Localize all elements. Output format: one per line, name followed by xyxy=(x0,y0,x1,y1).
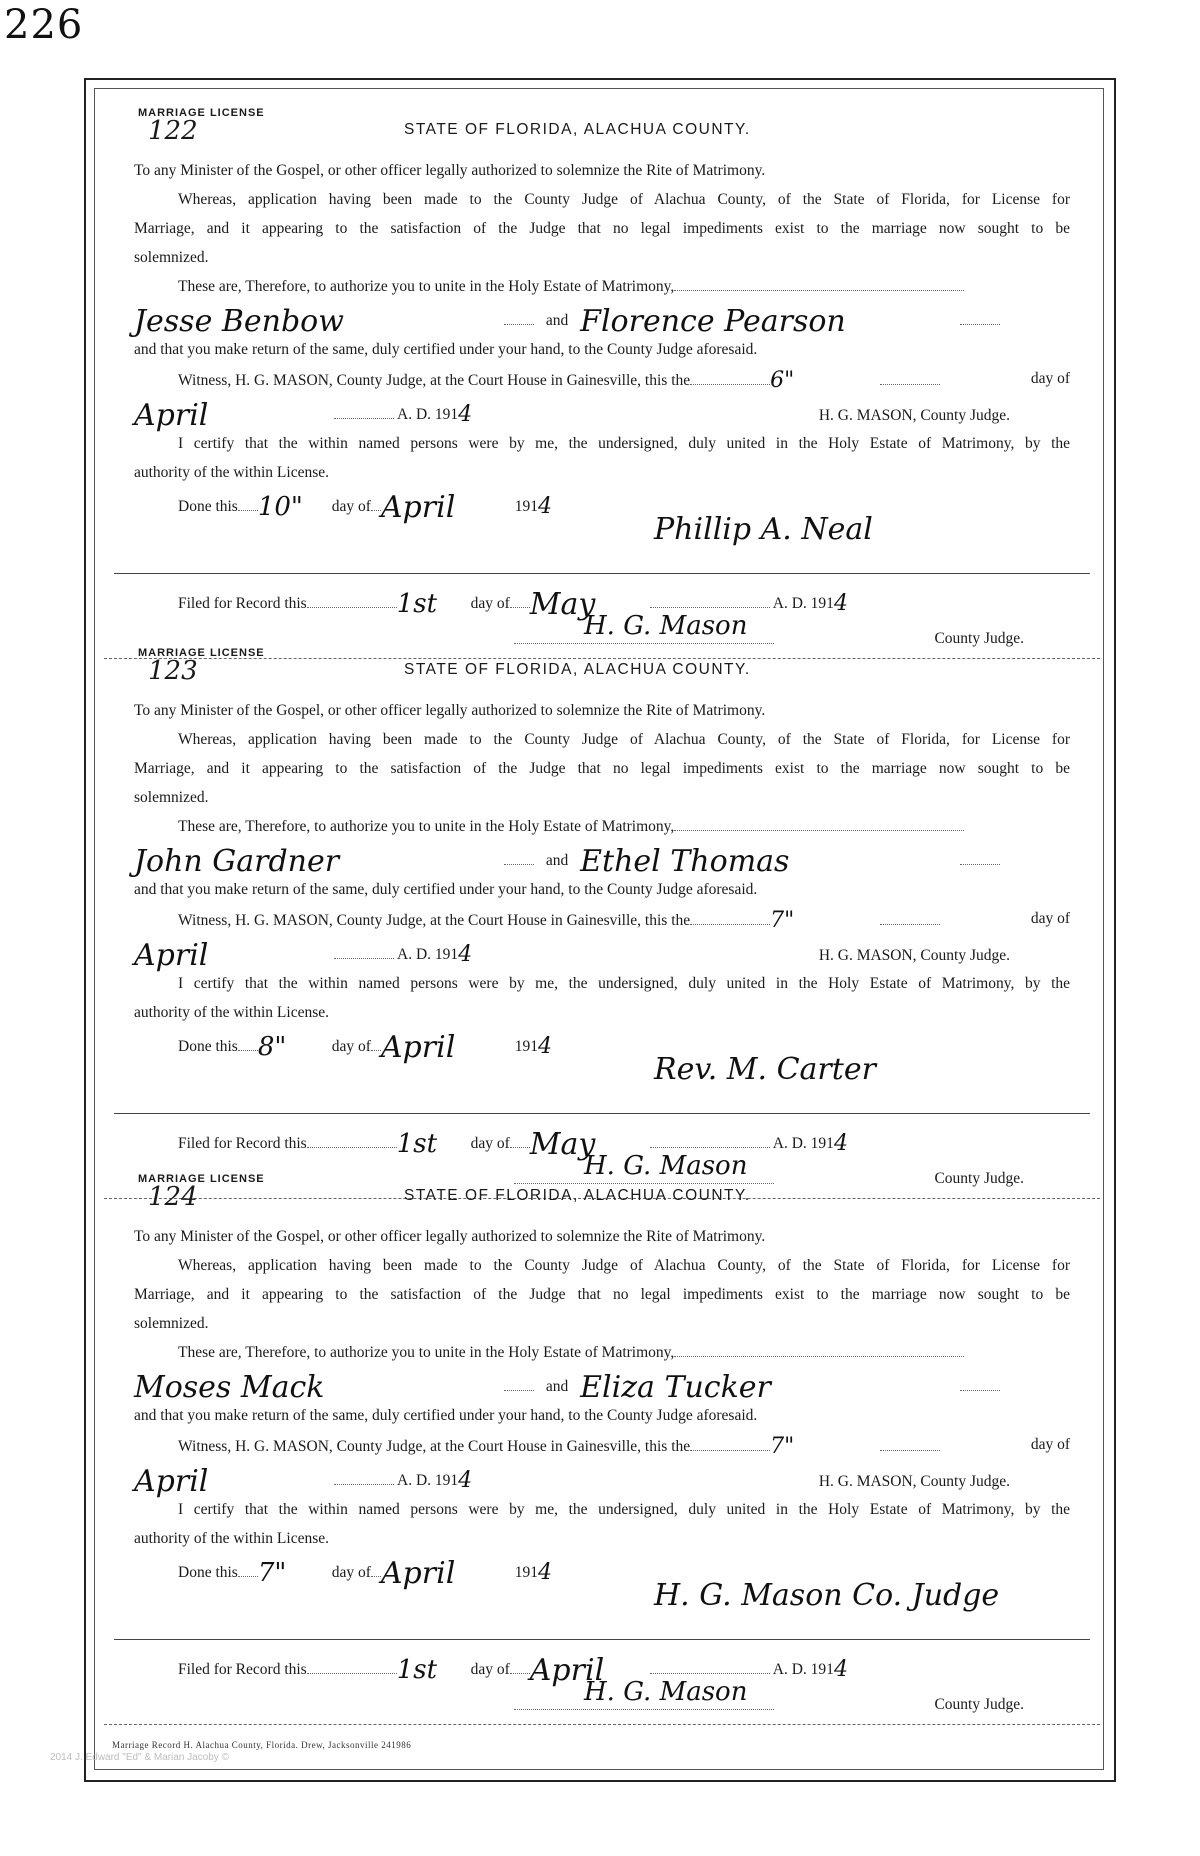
officiant-signature: Phillip A. Neal xyxy=(654,512,873,547)
done-text: Done this xyxy=(178,1038,238,1055)
certify-line-1: I certify that the within named persons were by me, the undersigned, duly united in the Holy Estate of Matrimony, by the xyxy=(178,1501,1070,1518)
filed-day-of: day of xyxy=(470,1135,510,1152)
authorize-line xyxy=(134,272,1070,301)
filed-ad: A. D. 191 xyxy=(772,1661,834,1678)
done-year-prefix: 191 xyxy=(514,498,539,515)
county-judge-text: County Judge. xyxy=(934,1170,1024,1187)
return-line: and that you make return of the same, duly certified under your hand, to the County Judge aforesaid. xyxy=(134,341,758,358)
and-text: and xyxy=(545,1378,569,1395)
record-footer: Marriage Record H. Alachua County, Florida. Drew, Jacksonville 241986 xyxy=(112,1740,412,1750)
judge-title: H. G. MASON, County Judge. xyxy=(818,407,1010,424)
filed-day-of: day of xyxy=(470,595,510,612)
bride-name: Eliza Tucker xyxy=(580,1370,771,1405)
done-year-prefix: 191 xyxy=(514,1038,539,1055)
whereas-line-3: solemnized. xyxy=(134,1315,209,1332)
day-of-text: day of xyxy=(1030,910,1070,927)
officiant-line xyxy=(134,1578,1070,1633)
marriage-license-122 xyxy=(134,106,1070,659)
whereas-line-2: Marriage, and it appearing to the satisfaction of the Judge that no legal impediments exist to the marriage now sought to be xyxy=(134,1286,1070,1303)
filed-day: 1st xyxy=(396,589,438,619)
divider xyxy=(114,1639,1090,1640)
done-day: 8" xyxy=(257,1032,287,1062)
done-line xyxy=(134,1027,1070,1065)
witness-year: 4 xyxy=(458,942,473,967)
filed-day: 1st xyxy=(396,1655,438,1685)
license-number: 122 xyxy=(148,116,198,146)
done-day-of: day of xyxy=(331,1564,371,1581)
witness-line xyxy=(134,904,1070,935)
divider xyxy=(114,573,1090,574)
names-line xyxy=(134,301,1070,339)
whereas-line-1: Whereas, application having been made to the County Judge of Alachua County, of the State of Florida, for License for xyxy=(178,191,1070,208)
license-separator xyxy=(104,1724,1100,1725)
names-line xyxy=(134,1367,1070,1405)
filed-month: April xyxy=(529,1653,605,1688)
filed-month: May xyxy=(529,587,596,622)
whereas-line-3: solemnized. xyxy=(134,249,209,266)
marriage-license-124 xyxy=(134,1172,1070,1725)
witness-date-line xyxy=(134,935,1070,973)
witness-text: Witness, H. G. MASON, County Judge, at the Court House in Gainesville, this the xyxy=(178,912,691,929)
state-county-title: STATE OF FLORIDA, ALACHUA COUNTY. xyxy=(404,121,751,138)
return-line: and that you make return of the same, duly certified under your hand, to the County Judge aforesaid. xyxy=(134,1407,758,1424)
ad-text: A. D. 191 xyxy=(397,1472,459,1489)
witness-day: 7" xyxy=(770,908,795,933)
filed-ad: A. D. 191 xyxy=(772,595,834,612)
names-line xyxy=(134,841,1070,879)
address-line: To any Minister of the Gospel, or other officer legally authorized to solemnize the Rite of Matrimony. xyxy=(134,702,766,719)
copyright-watermark: 2014 J. Edward "Ed" & Marian Jacoby © xyxy=(50,1752,229,1763)
filed-day-of: day of xyxy=(470,1661,510,1678)
witness-month: April xyxy=(134,398,209,433)
filed-text: Filed for Record this xyxy=(178,595,307,612)
page-number: 226 xyxy=(4,2,84,48)
done-day: 10" xyxy=(257,492,303,522)
witness-month: April xyxy=(134,1464,209,1499)
done-text: Done this xyxy=(178,498,238,515)
judge-title: H. G. MASON, County Judge. xyxy=(818,947,1010,964)
filed-judge-signature: H. G. Mason xyxy=(584,611,748,641)
certify-line-1: I certify that the within named persons were by me, the undersigned, duly united in the Holy Estate of Matrimony, by the xyxy=(178,975,1070,992)
authorize-text: These are, Therefore, to authorize you to unite in the Holy Estate of Matrimony, xyxy=(178,278,675,295)
address-line: To any Minister of the Gospel, or other officer legally authorized to solemnize the Rite of Matrimony. xyxy=(134,1228,766,1245)
witness-text: Witness, H. G. MASON, County Judge, at the Court House in Gainesville, this the xyxy=(178,372,691,389)
filed-month: May xyxy=(529,1127,596,1162)
done-day-of: day of xyxy=(331,498,371,515)
address-line: To any Minister of the Gospel, or other officer legally authorized to solemnize the Rite of Matrimony. xyxy=(134,162,766,179)
divider xyxy=(114,1113,1090,1114)
county-judge-text: County Judge. xyxy=(934,1696,1024,1713)
filed-text: Filed for Record this xyxy=(178,1661,307,1678)
judge-title: H. G. MASON, County Judge. xyxy=(818,1473,1010,1490)
done-year: 4 xyxy=(538,494,553,519)
bride-name: Florence Pearson xyxy=(580,304,846,339)
done-year: 4 xyxy=(538,1034,553,1059)
witness-month: April xyxy=(134,938,209,973)
witness-year: 4 xyxy=(458,402,473,427)
county-judge-line xyxy=(134,1677,1070,1720)
done-month: April xyxy=(380,1030,456,1065)
and-text: and xyxy=(545,852,569,869)
done-year-prefix: 191 xyxy=(514,1564,539,1581)
whereas-line-2: Marriage, and it appearing to the satisfaction of the Judge that no legal impediments exist to the marriage now sought to be xyxy=(134,220,1070,237)
done-day: 7" xyxy=(257,1558,287,1588)
certify-line-2: authority of the within License. xyxy=(134,1530,329,1547)
ad-text: A. D. 191 xyxy=(397,406,459,423)
license-label: MARRIAGE LICENSE xyxy=(138,107,265,119)
groom-name: Moses Mack xyxy=(134,1370,325,1405)
filed-day: 1st xyxy=(396,1129,438,1159)
officiant-line xyxy=(134,512,1070,567)
authorize-line xyxy=(134,812,1070,841)
done-year: 4 xyxy=(538,1560,553,1585)
whereas-line-2: Marriage, and it appearing to the satisfaction of the Judge that no legal impediments exist to the marriage now sought to be xyxy=(134,760,1070,777)
filed-text: Filed for Record this xyxy=(178,1135,307,1152)
done-month: April xyxy=(380,490,456,525)
witness-line xyxy=(134,364,1070,395)
certify-line-2: authority of the within License. xyxy=(134,1004,329,1021)
authorize-line xyxy=(134,1338,1070,1367)
day-of-text: day of xyxy=(1030,370,1070,387)
certify-line-1: I certify that the within named persons were by me, the undersigned, duly united in the Holy Estate of Matrimony, by the xyxy=(178,435,1070,452)
license-number: 123 xyxy=(148,656,198,686)
witness-year: 4 xyxy=(458,1468,473,1493)
done-text: Done this xyxy=(178,1564,238,1581)
officiant-line xyxy=(134,1052,1070,1107)
state-county-title: STATE OF FLORIDA, ALACHUA COUNTY. xyxy=(404,1187,751,1204)
license-label: MARRIAGE LICENSE xyxy=(138,647,265,659)
authorize-text: These are, Therefore, to authorize you to unite in the Holy Estate of Matrimony, xyxy=(178,1344,675,1361)
marriage-license-123 xyxy=(134,646,1070,1199)
witness-day: 6" xyxy=(770,368,795,393)
done-day-of: day of xyxy=(331,1038,371,1055)
license-number: 124 xyxy=(148,1182,198,1212)
return-line: and that you make return of the same, duly certified under your hand, to the County Judge aforesaid. xyxy=(134,881,758,898)
witness-date-line xyxy=(134,1461,1070,1499)
day-of-text: day of xyxy=(1030,1436,1070,1453)
county-judge-text: County Judge. xyxy=(934,630,1024,647)
whereas-line-1: Whereas, application having been made to the County Judge of Alachua County, of the State of Florida, for License for xyxy=(178,1257,1070,1274)
filed-ad: A. D. 191 xyxy=(772,1135,834,1152)
ad-text: A. D. 191 xyxy=(397,946,459,963)
filed-year: 4 xyxy=(833,591,848,616)
groom-name: Jesse Benbow xyxy=(134,304,344,339)
witness-text: Witness, H. G. MASON, County Judge, at the Court House in Gainesville, this the xyxy=(178,1438,691,1455)
and-text: and xyxy=(545,312,569,329)
filed-year: 4 xyxy=(833,1657,848,1682)
witness-line xyxy=(134,1430,1070,1461)
witness-date-line xyxy=(134,395,1070,433)
certify-line-2: authority of the within License. xyxy=(134,464,329,481)
filed-judge-signature: H. G. Mason xyxy=(584,1677,748,1707)
whereas-line-1: Whereas, application having been made to the County Judge of Alachua County, of the State of Florida, for License for xyxy=(178,731,1070,748)
whereas-line-3: solemnized. xyxy=(134,789,209,806)
authorize-text: These are, Therefore, to authorize you to unite in the Holy Estate of Matrimony, xyxy=(178,818,675,835)
filed-year: 4 xyxy=(833,1131,848,1156)
officiant-signature: H. G. Mason Co. Judge xyxy=(654,1578,1000,1613)
license-label: MARRIAGE LICENSE xyxy=(138,1173,265,1185)
witness-day: 7" xyxy=(770,1434,795,1459)
groom-name: John Gardner xyxy=(134,844,340,879)
officiant-signature: Rev. M. Carter xyxy=(654,1052,876,1087)
filed-judge-signature: H. G. Mason xyxy=(584,1151,748,1181)
state-county-title: STATE OF FLORIDA, ALACHUA COUNTY. xyxy=(404,661,751,678)
done-line xyxy=(134,487,1070,525)
done-month: April xyxy=(380,1556,456,1591)
bride-name: Ethel Thomas xyxy=(580,844,790,879)
